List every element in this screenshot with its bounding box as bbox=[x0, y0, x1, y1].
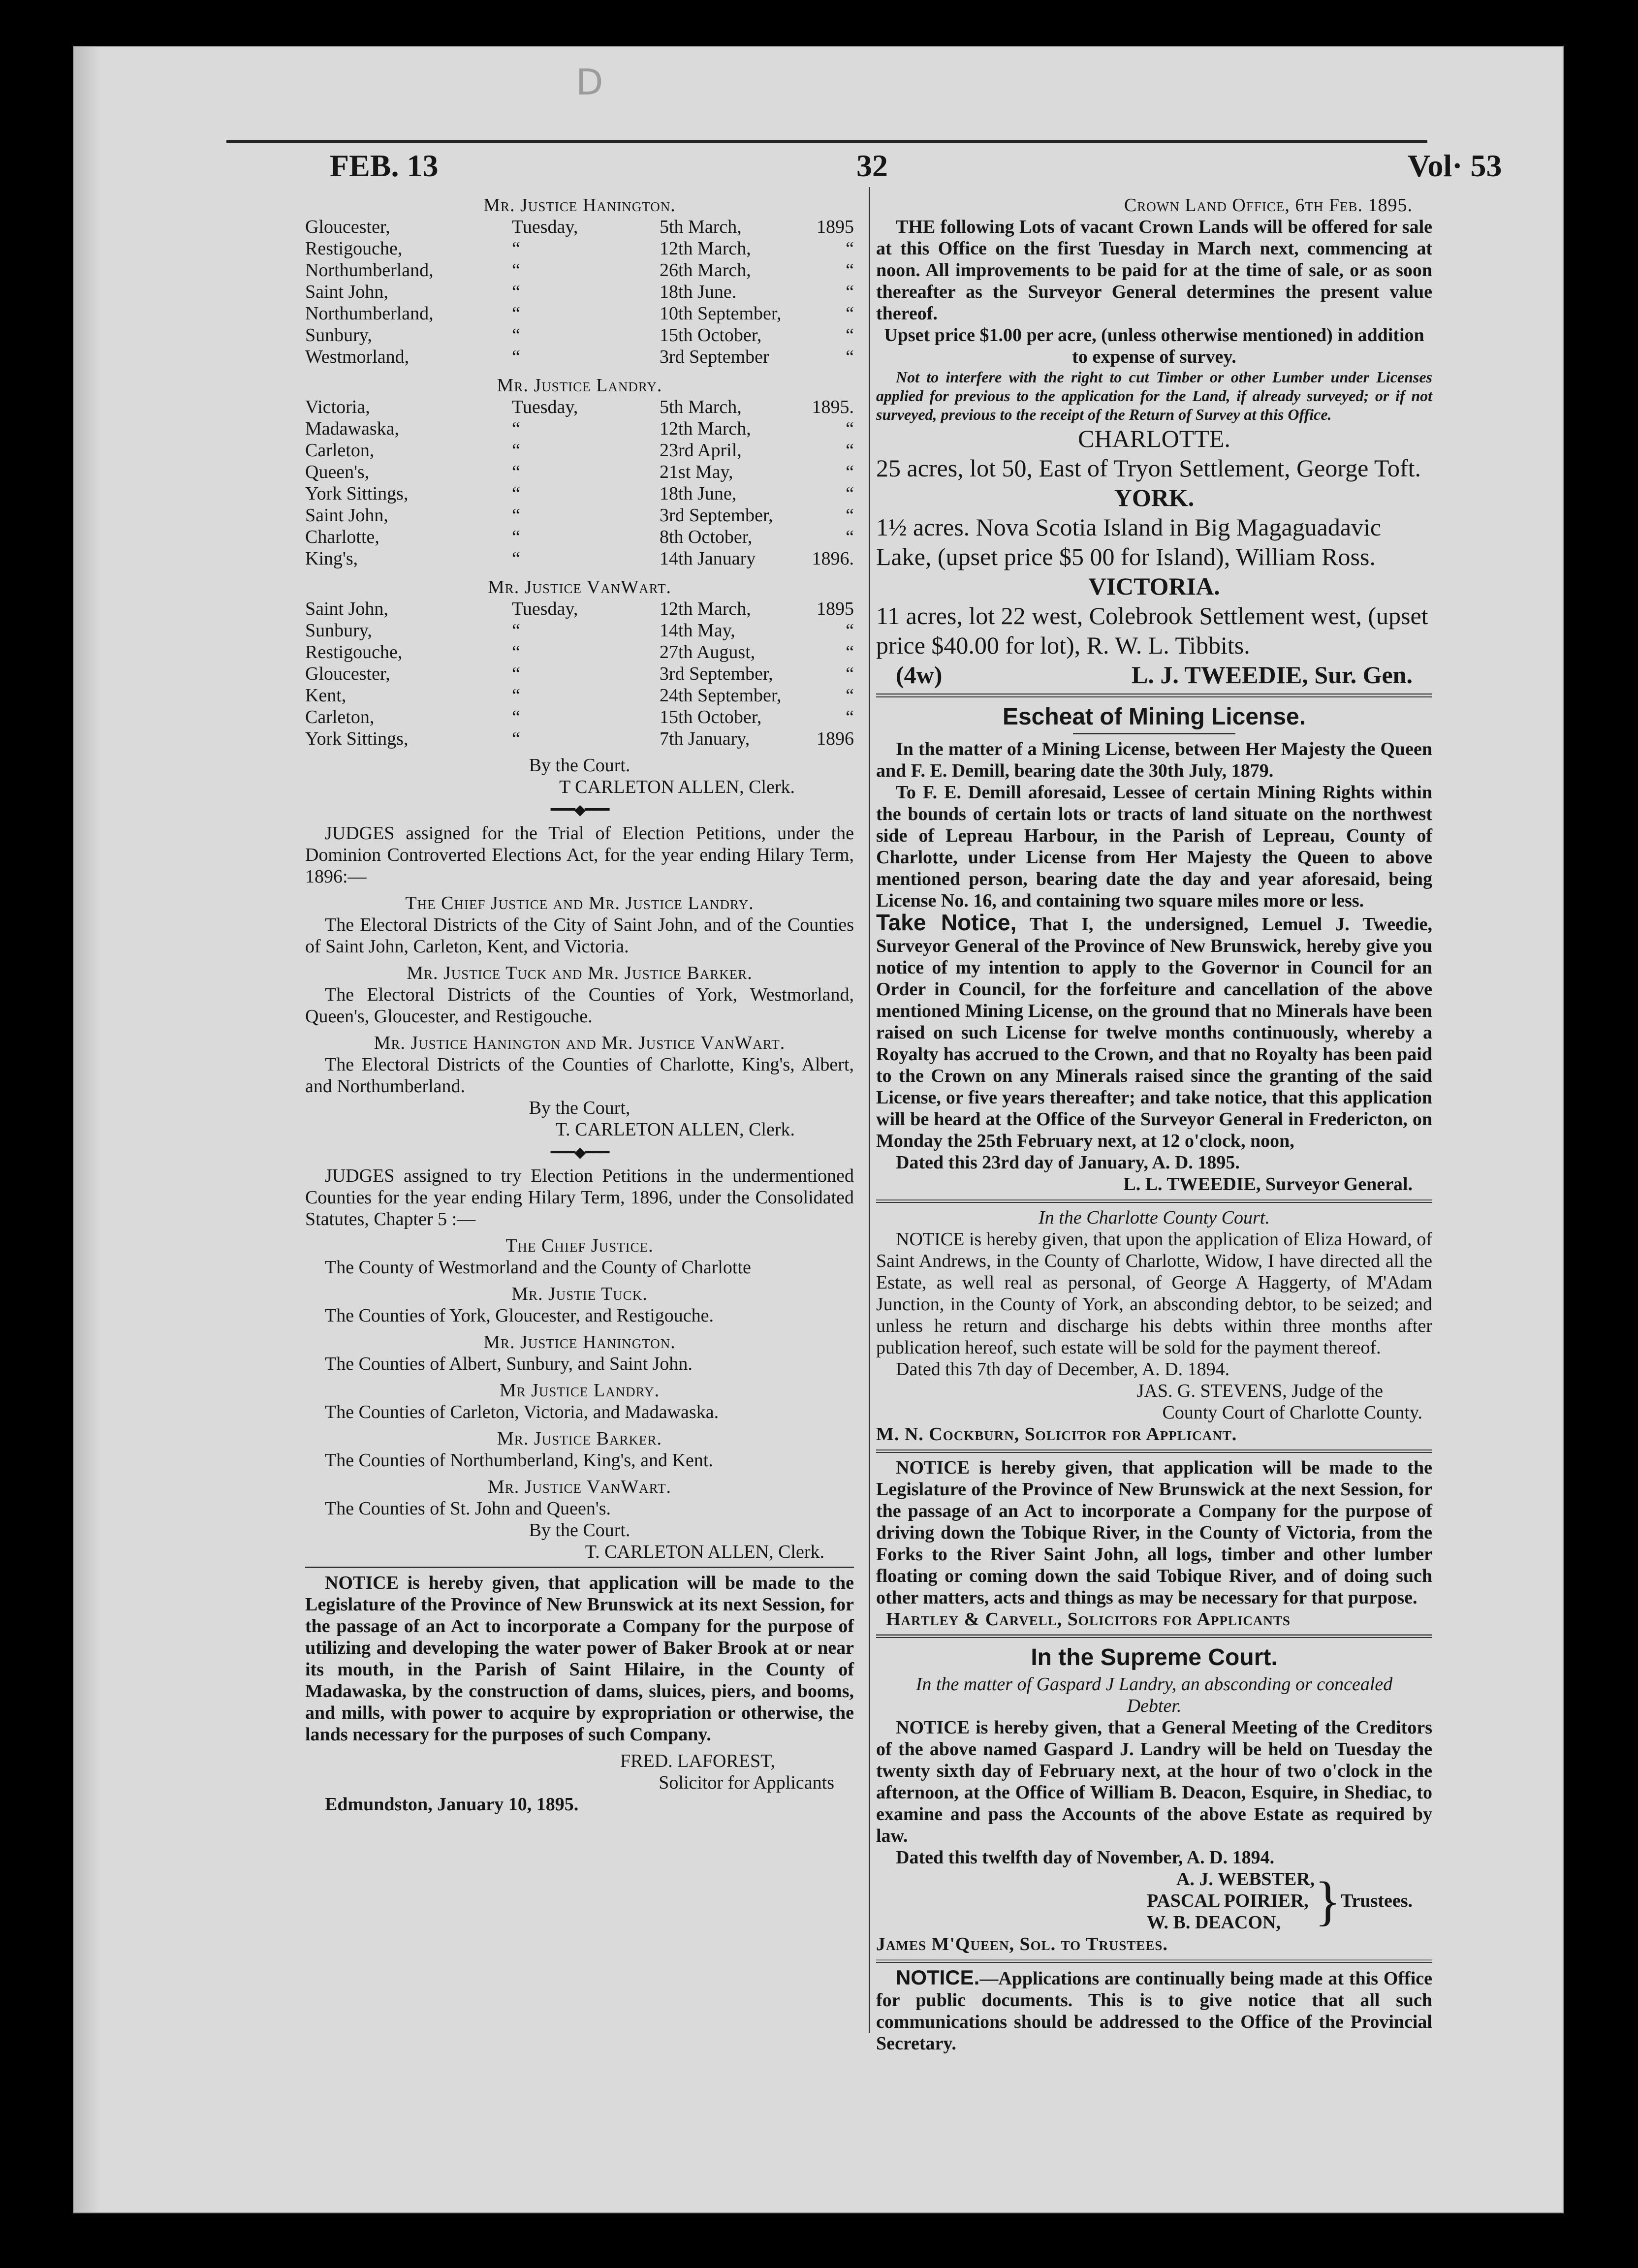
by-the-court: By the Court. bbox=[529, 755, 630, 776]
judges-dominion-s1-text: The Electoral Districts of the City of Saint John, and of the Counties of Saint John, Carleton, Kent, and Victoria. bbox=[305, 914, 854, 957]
sitting-row bbox=[305, 526, 854, 548]
judges-c-s2-text: The Counties of York, Gloucester, and Restigouche. bbox=[325, 1305, 714, 1326]
sitting-date: 14th January bbox=[660, 548, 756, 569]
sitting-year: “ bbox=[846, 642, 854, 662]
header-page-number: 32 bbox=[856, 148, 888, 183]
sitting-date: 23rd April, bbox=[660, 440, 742, 461]
sitting-year: “ bbox=[846, 418, 854, 439]
sitting-year: “ bbox=[846, 685, 854, 706]
sitting-row bbox=[305, 418, 854, 440]
tobique-notice: NOTICE is hereby given, that application will be made to the Legislature of the Province of New Brunswick at the next Session, for the passage of an Act to incorporate a Company for the purpose of driving down the Tobique River, in the County of Victoria, from the Forks to the River Saint John, all logs, timber and other lumber floating or coming down the said Tobique River, and of doing such other matters, acts and things as may be necessary for that purpose. bbox=[876, 1457, 1432, 1608]
sitting-row bbox=[305, 598, 854, 620]
escheat-p2: To F. E. Demill aforesaid, Lessee of certain Mining Rights within the bounds of certain lots or tracts of land situate on the northwest side of Lepreau Harbour, in the Parish of Lepreau, County of Charlotte, under License from Her Majesty the Queen to above mentioned person, bearing date the day and year aforesaid, being License No. 16, and containing two square miles more or less. bbox=[876, 782, 1432, 911]
supreme-dated: Dated this twelfth day of November, A. D. 1894. bbox=[896, 1847, 1275, 1868]
sitting-day: “ bbox=[512, 707, 520, 727]
supreme-text: NOTICE is hereby given, that a General Meeting of the Creditors of the above named Gaspard J. Landry will be held on Tuesday the twenty sixth day of February next, at the hour of two o'clock in the afternoon, at the Office of William B. Deacon, Esquire, in Shediac, to examine and pass the Accounts of the above Estate as required by law. bbox=[876, 1717, 1432, 1846]
trustees-block bbox=[876, 1868, 1432, 1933]
sitting-date: 14th May, bbox=[660, 620, 735, 641]
brace-glyph: } bbox=[1315, 1871, 1341, 1931]
crown-signer: L. J. TWEEDIE, Sur. Gen. bbox=[1131, 661, 1413, 689]
sitting-year: “ bbox=[846, 282, 854, 302]
judges-dominion-s3-title: Mr. Justice Hanington and Mr. Justice VanWart. bbox=[374, 1033, 786, 1053]
sitting-day: “ bbox=[512, 325, 520, 346]
sitting-county: York Sittings, bbox=[305, 728, 409, 749]
sitting-date: 15th October, bbox=[660, 325, 762, 346]
sitting-date: 24th September, bbox=[660, 685, 782, 706]
judges-c-s1-text: The County of Westmorland and the County of Charlotte bbox=[325, 1257, 751, 1278]
charlotte-court-signer2: County Court of Charlotte County. bbox=[1162, 1402, 1422, 1423]
final-notice-lead: NOTICE. bbox=[896, 1966, 980, 1989]
judges-c-s4-title: Mr Justice Landry. bbox=[499, 1380, 660, 1401]
sitting-date: 12th March, bbox=[660, 598, 751, 619]
sitting-day: “ bbox=[512, 685, 520, 706]
sitting-day: “ bbox=[512, 303, 520, 324]
notice-baker-role: Solicitor for Applicants bbox=[659, 1772, 834, 1793]
sitting-date: 3rd September bbox=[660, 346, 769, 367]
judges-c-s6-text: The Counties of St. John and Queen's. bbox=[325, 1498, 611, 1519]
sitting-day: “ bbox=[512, 440, 520, 461]
sitting-year: “ bbox=[846, 462, 854, 482]
escheat-dated: Dated this 23rd day of January, A. D. 1895. bbox=[896, 1152, 1240, 1173]
judges-dominion-s3-text: The Electoral Districts of the Counties of Charlotte, King's, Albert, and Northumberland. bbox=[305, 1054, 854, 1097]
sitting-row bbox=[305, 461, 854, 483]
sitting-row bbox=[305, 324, 854, 346]
sitting-row bbox=[305, 259, 854, 281]
sitting-county: Madawaska, bbox=[305, 418, 399, 439]
sitting-day: “ bbox=[512, 346, 520, 367]
judges-c-s5-title: Mr. Justice Barker. bbox=[497, 1428, 662, 1449]
judges-c-s4-text: The Counties of Carleton, Victoria, and Madawaska. bbox=[325, 1402, 719, 1422]
sitting-year: “ bbox=[846, 346, 854, 367]
sitting-row bbox=[305, 281, 854, 303]
sitting-county: Carleton, bbox=[305, 707, 375, 727]
sitting-day: “ bbox=[512, 260, 520, 281]
sitting-day: “ bbox=[512, 620, 520, 641]
sitting-row bbox=[305, 216, 854, 238]
right-column bbox=[876, 194, 1432, 2054]
ornament-divider: ━━━◆━━━ bbox=[550, 802, 609, 818]
escheat-p1: In the matter of a Mining License, between Her Majesty the Queen and F. E. Demill, bearing date the 30th July, 1879. bbox=[876, 739, 1432, 781]
notice-baker-brook: NOTICE is hereby given, that application will be made to the Legislature of the Province of New Brunswick at its next Session, for the passage of an Act to incorporate a Company for the purpose of utilizing and developing the water power of Baker Brook at or near its mouth, in the Parish of Saint Hilaire, in the County of Madawaska, by the construction of dams, sluices, piers, and booms, and mills, with power to acquire by expropriation or otherwise, the lands necessary for the purposes of such Company. bbox=[305, 1573, 854, 1745]
charlotte-court-text: NOTICE is hereby given, that upon the application of Eliza Howard, of Saint Andrews, in the County of Charlotte, Widow, I have directed all the Estate, as well real as personal, of George A Haggerty, of M'Adam Junction, in the County of York, an absconding debtor, to be seized; and unless he return and discharge his debts within three months after publication hereof, such estate will be sold for the payment thereof. bbox=[876, 1229, 1432, 1358]
charlotte-court-signer1: JAS. G. STEVENS, Judge of the bbox=[1136, 1381, 1383, 1401]
sitting-row bbox=[305, 620, 854, 641]
sitting-day: Tuesday, bbox=[512, 397, 578, 417]
sitting-year: “ bbox=[846, 440, 854, 461]
judges-c-s2-title: Mr. Justie Tuck. bbox=[511, 1284, 648, 1304]
sitting-year: 1895. bbox=[812, 397, 854, 417]
final-notice bbox=[876, 1967, 1432, 2054]
judges-c-s1-title: The Chief Justice. bbox=[505, 1235, 654, 1256]
charlotte-court-dated: Dated this 7th day of December, A. D. 1894. bbox=[896, 1359, 1230, 1380]
sitting-day: “ bbox=[512, 642, 520, 662]
escheat-p3: That I, the undersigned, Lemuel J. Tweedie, Surveyor General of the Province of New Brunswick, hereby give you notice of my intention to apply to the Governor in Council for an Order in Council, for the forfeiture and cancellation of the above mentioned Mining License, on the ground that no Minerals have been raised on such License for twelve months continuously, whereby a Royalty has accrued to the Crown, and that no Royalty has been paid to the Crown on any Minerals raised since the granting of the said License, or five years thereafter; and take notice, that this application will be heard at the Office of the Surveyor General in Fredericton, on Monday the 25th February next, at 12 o'clock, noon, bbox=[876, 914, 1433, 1151]
sitting-row bbox=[305, 504, 854, 526]
notice-baker-place-date: Edmundston, January 10, 1895. bbox=[325, 1794, 579, 1815]
header-date: FEB. 13 bbox=[330, 148, 439, 183]
crown-charlotte-text: 25 acres, lot 50, East of Tryon Settlement, George Toft. bbox=[876, 454, 1421, 482]
sitting-date: 3rd September, bbox=[660, 505, 773, 526]
left-column bbox=[305, 194, 854, 1815]
sitting-date: 12th March, bbox=[660, 238, 751, 259]
sitting-date: 18th June, bbox=[660, 483, 737, 504]
sitting-county: Kent, bbox=[305, 685, 346, 706]
sitting-row bbox=[305, 685, 854, 706]
sitting-year: “ bbox=[846, 325, 854, 346]
tobique-signer: Hartley & Carvell, Solicitors for Applicants bbox=[886, 1609, 1291, 1630]
sitting-county: Queen's, bbox=[305, 462, 370, 482]
sitting-year: “ bbox=[846, 238, 854, 259]
judges-c-clerk: T. CARLETON ALLEN, Clerk. bbox=[585, 1542, 824, 1562]
sitting-year: 1896 bbox=[817, 728, 854, 749]
header-rule bbox=[226, 140, 1427, 143]
sitting-date: 27th August, bbox=[660, 642, 756, 662]
sitting-day: “ bbox=[512, 282, 520, 302]
sitting-date: 15th October, bbox=[660, 707, 762, 727]
crown-text: THE following Lots of vacant Crown Lands will be offered for sale at this Office on the first Tuesday in March next, commencing at noon. All improvements to be paid for at the time of sale, or as soon thereafter as the Surveyor General determines the present value thereof. bbox=[876, 217, 1432, 324]
ornament-divider-2: ━━━◆━━━ bbox=[550, 1144, 609, 1161]
sitting-day: “ bbox=[512, 483, 520, 504]
column-divider bbox=[869, 187, 870, 2033]
sitting-date: 5th March, bbox=[660, 217, 742, 237]
sitting-county: Saint John, bbox=[305, 505, 388, 526]
charlotte-court-title: In the Charlotte County Court. bbox=[1039, 1207, 1270, 1228]
sitting-row bbox=[305, 396, 854, 418]
charlotte-court-solicitor: M. N. Cockburn, Solicitor for Applicant. bbox=[876, 1424, 1237, 1445]
sitting-county: Victoria, bbox=[305, 397, 370, 417]
sitting-row bbox=[305, 548, 854, 569]
sitting-year: “ bbox=[846, 483, 854, 504]
sitting-year: “ bbox=[846, 260, 854, 281]
trustee-3: W. B. DEACON, bbox=[1146, 1912, 1281, 1933]
landry-sittings bbox=[305, 396, 854, 569]
sitting-row bbox=[305, 663, 854, 685]
sitting-county: Saint John, bbox=[305, 282, 388, 302]
trustees-label: Trustees. bbox=[1341, 1890, 1413, 1911]
vanwart-sittings bbox=[305, 598, 854, 750]
sitting-date: 10th September, bbox=[660, 303, 782, 324]
sitting-county: York Sittings, bbox=[305, 483, 409, 504]
trustee-1: A. J. WEBSTER, bbox=[1176, 1869, 1315, 1890]
sitting-date: 18th June. bbox=[660, 282, 737, 302]
sitting-row bbox=[305, 706, 854, 728]
landry-heading: Mr. Justice Landry. bbox=[497, 375, 662, 396]
sitting-year: 1895 bbox=[817, 598, 854, 619]
sitting-day: “ bbox=[512, 418, 520, 439]
sitting-county: Gloucester, bbox=[305, 663, 390, 684]
judges-dominion-by-court: By the Court, bbox=[529, 1098, 630, 1118]
pencil-mark: D bbox=[576, 62, 603, 103]
sitting-day: “ bbox=[512, 527, 520, 547]
sitting-row bbox=[305, 346, 854, 368]
sitting-date: 12th March, bbox=[660, 418, 751, 439]
sitting-date: 8th October, bbox=[660, 527, 753, 547]
sitting-year: “ bbox=[846, 707, 854, 727]
judges-c-s3-title: Mr. Justice Hanington. bbox=[483, 1332, 676, 1353]
crown-upset: Upset price $1.00 per acre, (unless otherwise mentioned) in addition to expense of survey. bbox=[884, 325, 1424, 367]
sitting-county: Charlotte, bbox=[305, 527, 379, 547]
notice-baker-signer: FRED. LAFOREST, bbox=[620, 1751, 775, 1771]
sitting-year: “ bbox=[846, 663, 854, 684]
sitting-day: Tuesday, bbox=[512, 217, 578, 237]
clerk-signature: T CARLETON ALLEN, Clerk. bbox=[559, 777, 795, 797]
escheat-p3-wrap bbox=[876, 912, 1432, 1152]
crown-signature-line bbox=[876, 660, 1432, 690]
crown-county-york: YORK. bbox=[1114, 484, 1195, 511]
take-notice: Take Notice, bbox=[876, 910, 1017, 935]
crown-heading: Crown Land Office, 6th Feb. 1895. bbox=[1124, 195, 1413, 216]
supreme-title: In the Supreme Court. bbox=[1031, 1644, 1278, 1670]
crown-victoria-text: 11 acres, lot 22 west, Colebrook Settlement west, (upset price $40.00 for lot), R. W. L. Tibbits. bbox=[876, 602, 1428, 659]
sitting-year: “ bbox=[846, 527, 854, 547]
sitting-county: Restigouche, bbox=[305, 238, 403, 259]
sitting-county: Gloucester, bbox=[305, 217, 390, 237]
vanwart-heading: Mr. Justice VanWart. bbox=[487, 577, 672, 598]
sitting-day: “ bbox=[512, 505, 520, 526]
crown-code: (4w) bbox=[896, 661, 943, 689]
judges-dominion-s2-text: The Electoral Districts of the Counties of York, Westmorland, Queen's, Gloucester, and Restigouche. bbox=[305, 984, 854, 1027]
judges-dominion-intro: JUDGES assigned for the Trial of Election Petitions, under the Dominion Controverted Elections Act, for the year ending Hilary Term, 1896:— bbox=[305, 823, 854, 887]
sitting-year: 1895 bbox=[817, 217, 854, 237]
sitting-row bbox=[305, 728, 854, 750]
final-notice-text: —Applications are continually being made at this Office for public documents. This is to give notice that all such communications should be addressed to the Office of the Provincial Secretary. bbox=[876, 1968, 1432, 2054]
sitting-row bbox=[305, 440, 854, 461]
judges-c-s5-text: The Counties of Northumberland, King's, and Kent. bbox=[325, 1450, 713, 1471]
sitting-county: Saint John, bbox=[305, 598, 388, 619]
crown-proviso: Not to interfere with the right to cut Timber or other Lumber under Licenses applied for previous to the application for the Land, if already surveyed; or if not surveyed, previous to the receipt of the Return of Survey at this Office. bbox=[876, 368, 1432, 423]
trustee-2: PASCAL POIRIER, bbox=[1146, 1890, 1309, 1911]
sitting-county: King's, bbox=[305, 548, 358, 569]
judges-dominion-clerk: T. CARLETON ALLEN, Clerk. bbox=[555, 1119, 795, 1140]
hanington-sittings bbox=[305, 216, 854, 368]
supreme-solicitor: James M'Queen, Sol. to Trustees. bbox=[876, 1934, 1168, 1954]
supreme-subtitle: In the matter of Gaspard J Landry, an absconding or concealed Debter. bbox=[915, 1674, 1393, 1716]
sitting-year: “ bbox=[846, 505, 854, 526]
sitting-year: 1896. bbox=[812, 548, 854, 569]
header-volume: Vol· 53 bbox=[1408, 148, 1502, 183]
crown-york-text: 1½ acres. Nova Scotia Island in Big Magaguadavic Lake, (upset price $5 00 for Island), William Ross. bbox=[876, 513, 1382, 570]
sitting-year: “ bbox=[846, 620, 854, 641]
judges-dominion-s2-title: Mr. Justice Tuck and Mr. Justice Barker. bbox=[407, 963, 753, 983]
sitting-county: Northumberland, bbox=[305, 260, 434, 281]
sitting-date: 7th January, bbox=[660, 728, 750, 749]
judges-c-by-court: By the Court. bbox=[529, 1520, 630, 1541]
sitting-year: “ bbox=[846, 303, 854, 324]
crown-county-victoria: VICTORIA. bbox=[1088, 572, 1220, 600]
sitting-day: “ bbox=[512, 238, 520, 259]
sitting-day: “ bbox=[512, 728, 520, 749]
sitting-row bbox=[305, 483, 854, 504]
sitting-county: Carleton, bbox=[305, 440, 375, 461]
judges-c-s3-text: The Counties of Albert, Sunbury, and Saint John. bbox=[325, 1354, 693, 1374]
judges-c-s6-title: Mr. Justice VanWart. bbox=[487, 1477, 672, 1497]
sitting-day: Tuesday, bbox=[512, 598, 578, 619]
sitting-county: Westmorland, bbox=[305, 346, 410, 367]
hanington-heading: Mr. Justice Hanington. bbox=[483, 195, 676, 216]
sitting-county: Sunbury, bbox=[305, 325, 372, 346]
sitting-county: Northumberland, bbox=[305, 303, 434, 324]
sitting-row bbox=[305, 238, 854, 259]
sitting-day: “ bbox=[512, 663, 520, 684]
sitting-date: 21st May, bbox=[660, 462, 733, 482]
escheat-title: Escheat of Mining License. bbox=[1002, 704, 1306, 730]
sitting-county: Restigouche, bbox=[305, 642, 403, 662]
sitting-day: “ bbox=[512, 548, 520, 569]
sitting-date: 5th March, bbox=[660, 397, 742, 417]
sitting-county: Sunbury, bbox=[305, 620, 372, 641]
sitting-day: “ bbox=[512, 462, 520, 482]
sitting-date: 3rd September, bbox=[660, 663, 773, 684]
crown-county-charlotte: CHARLOTTE. bbox=[1078, 425, 1230, 452]
sitting-row bbox=[305, 303, 854, 324]
judges-dominion-s1-title: The Chief Justice and Mr. Justice Landry. bbox=[405, 893, 754, 914]
escheat-signer: L. L. TWEEDIE, Surveyor General. bbox=[1123, 1174, 1413, 1195]
judges-consolidated-intro: JUDGES assigned to try Election Petitions in the undermentioned Counties for the year ending Hilary Term, 1896, under the Consolidated Statutes, Chapter 5 :— bbox=[305, 1166, 854, 1229]
sitting-row bbox=[305, 641, 854, 663]
sitting-date: 26th March, bbox=[660, 260, 751, 281]
